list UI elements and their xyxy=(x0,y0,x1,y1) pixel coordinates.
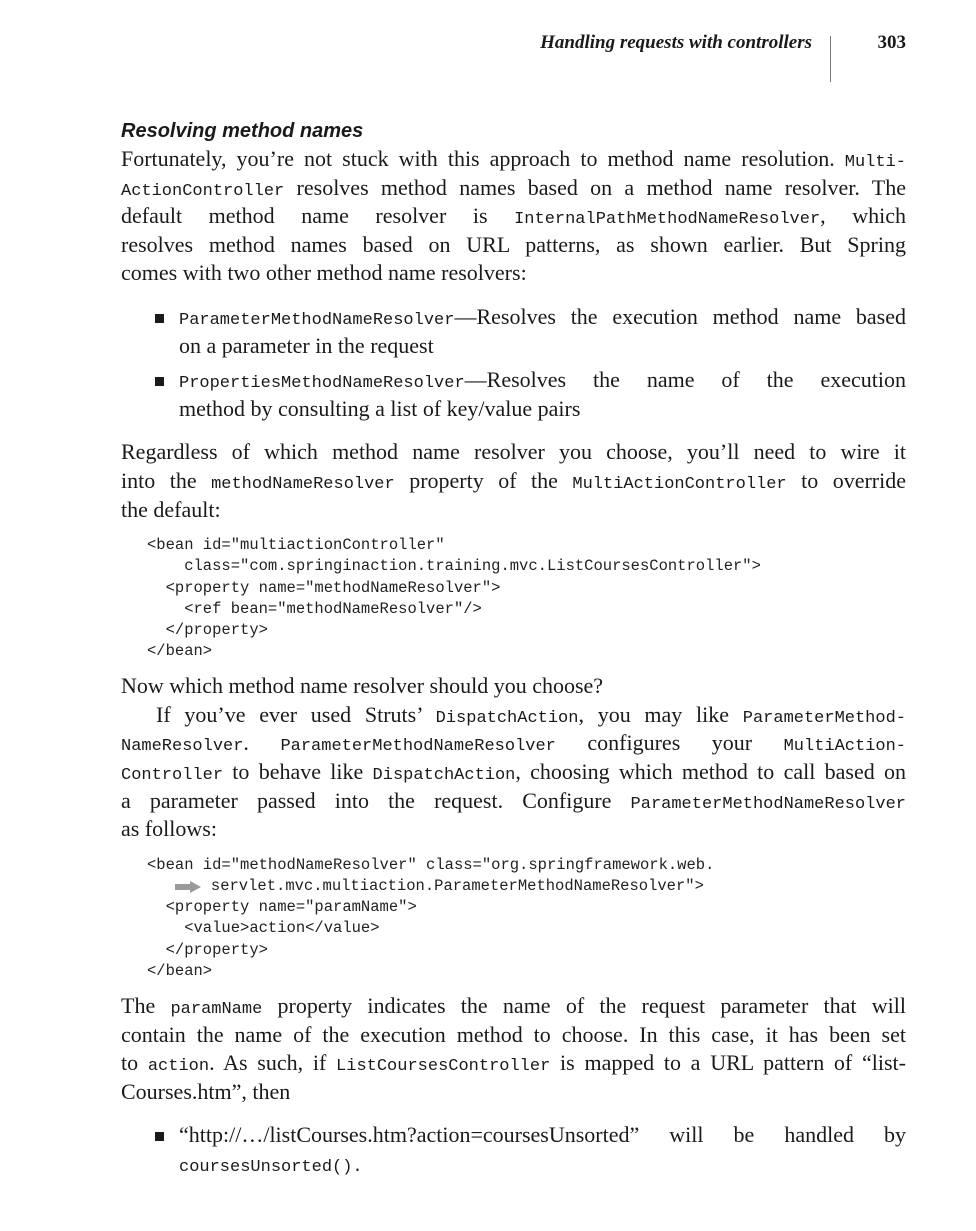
text-line xyxy=(179,396,906,425)
text-run: property indicates the name of the request parameter that will xyxy=(262,992,906,1018)
text-run: on a parameter in the request xyxy=(179,332,434,358)
text-run: Now which method name resolver should you choose? xyxy=(121,673,604,699)
text-line xyxy=(179,367,906,396)
code-term: Controller xyxy=(121,766,224,786)
code-line xyxy=(147,579,906,600)
text-line xyxy=(121,816,906,845)
text-line xyxy=(121,993,906,1022)
code-line xyxy=(147,856,906,877)
code-line xyxy=(147,962,906,983)
text-line xyxy=(121,1022,906,1051)
paragraph xyxy=(121,439,906,525)
code-term: ListCoursesController xyxy=(336,1057,551,1077)
paragraph xyxy=(121,702,906,845)
text-line xyxy=(121,175,906,204)
code-term: action xyxy=(147,1057,210,1077)
text-line xyxy=(121,1079,906,1108)
code-text: <value>action</value> xyxy=(147,919,380,938)
code-text: </bean> xyxy=(147,961,213,980)
bullet-list xyxy=(121,304,906,424)
text-run: is mapped to a URL pattern of “list- xyxy=(550,1050,906,1076)
text-run: to override xyxy=(786,467,906,493)
code-line xyxy=(147,557,906,578)
text-run: Courses.htm”, then xyxy=(121,1078,291,1104)
text-line xyxy=(121,232,906,261)
chapter-section-title: Handling requests with controllers xyxy=(540,32,812,53)
text-run: to xyxy=(121,1050,148,1076)
paragraph xyxy=(121,993,906,1107)
code-term: coursesUnsorted(). xyxy=(179,1157,363,1177)
page-number: 303 xyxy=(877,32,906,53)
text-line xyxy=(179,1122,906,1151)
text-line xyxy=(121,730,906,759)
code-term: ParameterMethod- xyxy=(742,708,906,728)
code-term: InternalPathMethodNameResolver xyxy=(514,210,821,230)
code-text: </property> xyxy=(147,620,268,639)
code-term: methodNameResolver xyxy=(211,474,395,494)
text-run: , choosing which method to call based on xyxy=(515,759,906,785)
code-term: MultiAction- xyxy=(783,737,906,757)
text-line xyxy=(121,673,906,702)
code-term: ActionController xyxy=(121,181,285,201)
code-listing xyxy=(147,856,906,983)
text-line xyxy=(179,333,906,362)
code-term: paramName xyxy=(170,999,263,1019)
list-item xyxy=(179,304,906,361)
text-line xyxy=(121,788,906,817)
code-term: MultiActionController xyxy=(572,474,787,494)
list-item xyxy=(179,367,906,424)
text-line xyxy=(179,1151,906,1180)
text-run: . xyxy=(243,730,281,756)
code-term: ParameterMethodNameResolver xyxy=(280,737,556,757)
code-term: Multi- xyxy=(844,153,906,172)
code-term: NameResolver xyxy=(121,737,244,757)
text-line xyxy=(121,759,906,788)
text-run: , you may like xyxy=(578,701,743,727)
code-term: ParameterMethodNameResolver xyxy=(179,310,455,330)
text-run: Regardless of which method name resolver you choose, you’ll need to wire it xyxy=(121,439,906,465)
text-line xyxy=(121,497,906,526)
text-line xyxy=(121,146,906,175)
text-run: Fortunately, you’re not stuck with this approach to method name resolution. xyxy=(121,146,845,171)
text-run: contain the name of the execution method to choose. In this case, it has been set xyxy=(121,1021,906,1047)
text-run: comes with two other method name resolvers: xyxy=(121,260,527,286)
text-run: . As such, if xyxy=(209,1050,337,1076)
continuation-arrow-icon xyxy=(175,880,201,892)
text-run: method by consulting a list of key/value pairs xyxy=(179,395,581,421)
text-run: to behave like xyxy=(223,759,373,785)
text-run: “http://…/listCourses.htm?action=coursesUnsorted” will be handled by xyxy=(179,1122,906,1148)
text-line xyxy=(121,468,906,497)
code-text: <ref bean="methodNameResolver"/> xyxy=(147,599,482,618)
text-run: default method name resolver is xyxy=(121,203,515,229)
text-run: The xyxy=(121,992,171,1018)
text-run: If you’ve ever used Struts’ xyxy=(156,701,436,727)
paragraph xyxy=(121,146,906,289)
section-heading: Resolving method names xyxy=(121,120,364,142)
text-run: configures your xyxy=(555,730,784,756)
code-listing xyxy=(147,536,906,663)
header-divider xyxy=(830,36,831,82)
code-term: PropertiesMethodNameResolver xyxy=(179,374,465,394)
code-text: </property> xyxy=(147,940,268,959)
text-run: a parameter passed into the request. Configure xyxy=(121,787,631,813)
code-line xyxy=(147,877,906,898)
square-bullet-icon xyxy=(155,1132,164,1141)
text-run: —Resolves the name of the execution xyxy=(464,367,906,393)
text-run: resolves method names based on URL patterns, as shown earlier. But Spring xyxy=(121,231,906,257)
text-line xyxy=(121,260,906,289)
code-term: ParameterMethodNameResolver xyxy=(630,794,906,814)
text-run: , which xyxy=(820,203,906,229)
text-run: into the xyxy=(121,467,212,493)
text-run: —Resolves the execution method name based xyxy=(454,303,906,329)
text-run: the default: xyxy=(121,496,221,522)
code-line xyxy=(147,600,906,621)
code-line xyxy=(147,898,906,919)
code-term: DispatchAction xyxy=(372,766,516,786)
text-line xyxy=(179,304,906,333)
text-run: property of the xyxy=(394,467,573,493)
code-text: <property name="methodNameResolver"> xyxy=(147,578,501,597)
paragraph xyxy=(121,673,906,702)
code-line xyxy=(147,919,906,940)
text-line xyxy=(121,203,906,232)
text-line xyxy=(121,1050,906,1079)
code-term: DispatchAction xyxy=(435,708,579,728)
text-run: resolves method names based on a method name resolver. The xyxy=(284,174,906,200)
code-text: <bean id="multiactionController" xyxy=(147,536,445,555)
code-line xyxy=(147,642,906,663)
code-text: <bean id="methodNameResolver" class="org.springframework.web. xyxy=(147,855,715,874)
list-item xyxy=(179,1122,906,1179)
text-line xyxy=(121,439,906,468)
code-line xyxy=(147,621,906,642)
text-run: as follows: xyxy=(121,816,217,842)
page-body xyxy=(121,116,906,1195)
code-line xyxy=(147,941,906,962)
code-text: servlet.mvc.multiaction.ParameterMethodNameResolver"> xyxy=(210,877,704,895)
code-text: </bean> xyxy=(147,642,213,661)
bullet-list xyxy=(121,1122,906,1179)
square-bullet-icon xyxy=(155,314,164,323)
code-text: <property name="paramName"> xyxy=(147,898,417,917)
text-line xyxy=(121,702,906,731)
code-line xyxy=(147,536,906,557)
running-head xyxy=(0,30,976,90)
code-text: class="com.springinaction.training.mvc.ListCoursesController"> xyxy=(147,557,761,576)
square-bullet-icon xyxy=(155,377,164,386)
